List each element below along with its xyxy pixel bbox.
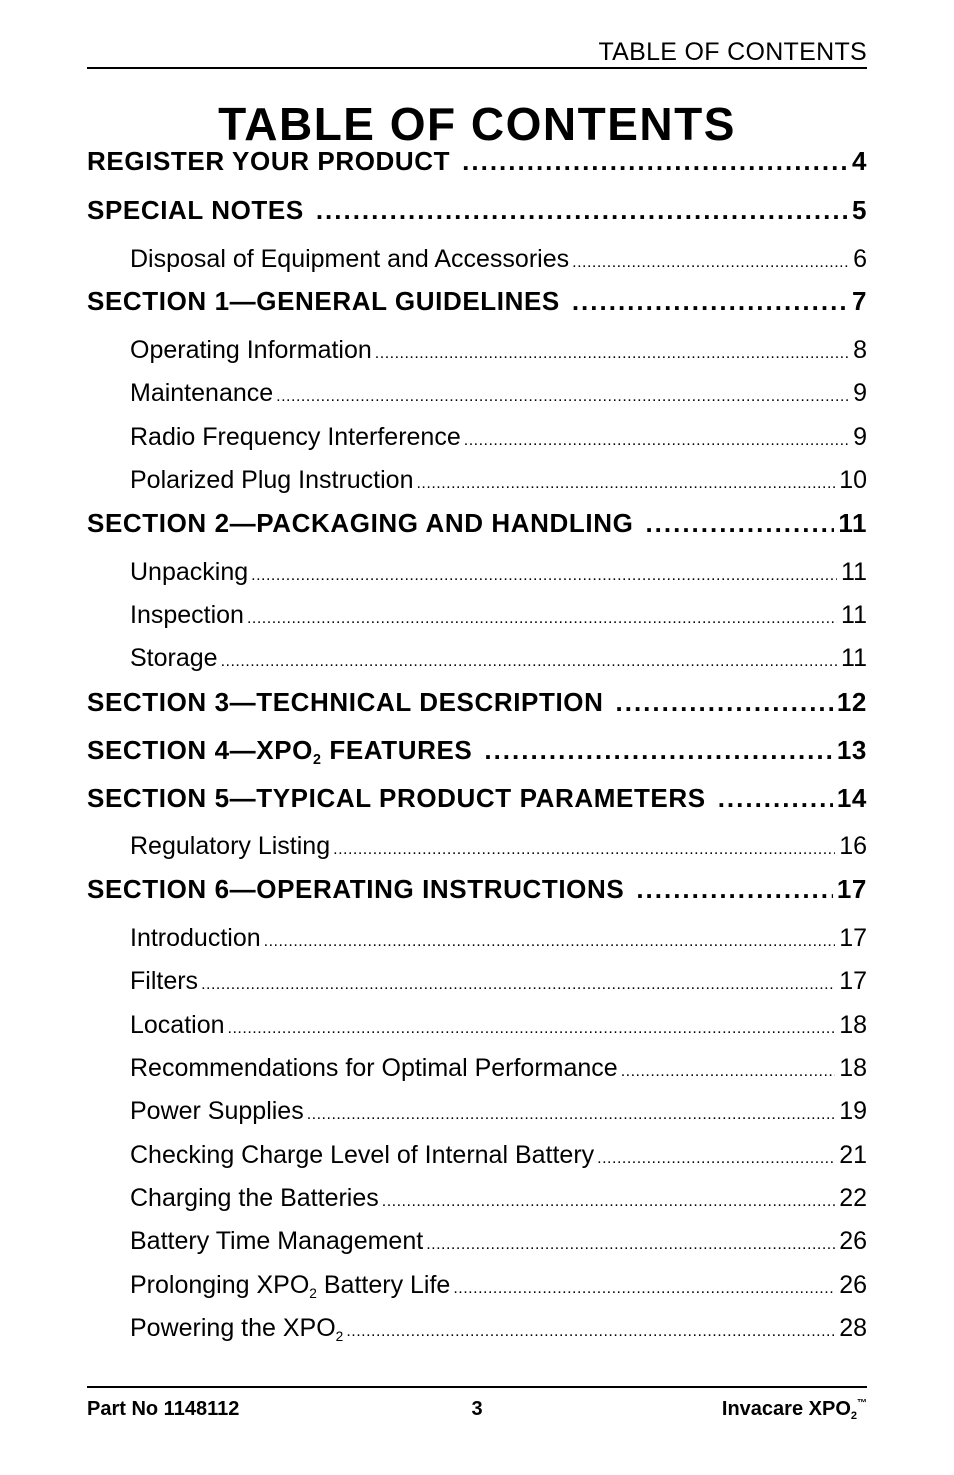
- toc-entry-section-5[interactable]: [87, 783, 867, 814]
- toc-entry-section-3[interactable]: [87, 687, 867, 718]
- toc-entry-page: 17: [839, 924, 867, 952]
- footer-rule: [87, 1386, 867, 1388]
- toc-entry-page: 12: [836, 687, 867, 717]
- toc-entry-page: 11: [838, 508, 867, 538]
- toc-entry-label: Powering the $XPO_2$: [130, 1314, 344, 1344]
- dot-leader: [333, 841, 835, 859]
- toc-entry-label: Operating Information: [130, 336, 372, 364]
- toc-entry-unpacking[interactable]: [130, 558, 867, 587]
- toc-entry-operating-information[interactable]: [130, 336, 867, 365]
- toc-entry-charging-batteries[interactable]: [130, 1184, 867, 1213]
- dot-leader: [316, 195, 848, 226]
- toc-entry-page: 18: [839, 1054, 867, 1082]
- toc-entry-checking-charge[interactable]: [130, 1141, 867, 1170]
- toc-entry-label: REGISTER YOUR PRODUCT: [87, 146, 451, 176]
- running-header: TABLE OF CONTENTS: [598, 38, 867, 66]
- dot-leader: [346, 1323, 835, 1341]
- toc-entry-page: 26: [839, 1271, 867, 1299]
- toc-entry-label: SECTION 6—OPERATING INSTRUCTIONS: [87, 874, 625, 904]
- toc-entry-label: Location: [130, 1011, 225, 1039]
- dot-leader: [484, 735, 833, 766]
- dot-leader: [453, 1280, 835, 1298]
- toc-entry-powering-xpo2[interactable]: [130, 1314, 867, 1343]
- toc-entry-label: Recommendations for Optimal Performance: [130, 1054, 618, 1082]
- toc-entry-special-notes[interactable]: [87, 195, 867, 226]
- toc-entry-recommendations[interactable]: [130, 1054, 867, 1083]
- dot-leader: [307, 1106, 835, 1124]
- toc-entry-page: 4: [851, 146, 867, 176]
- toc-entry-register-your-product[interactable]: [87, 146, 867, 177]
- toc-entry-label: Unpacking: [130, 558, 249, 586]
- toc-entry-page: 13: [836, 735, 867, 765]
- dot-leader: [375, 345, 849, 363]
- toc-entry-page: 17: [839, 967, 867, 995]
- dot-leader: [462, 146, 848, 177]
- dot-leader: [636, 874, 833, 905]
- toc-entry-maintenance[interactable]: [130, 379, 867, 408]
- toc-entry-section-1[interactable]: [87, 286, 867, 317]
- toc-entry-label: SECTION 2—PACKAGING AND HANDLING: [87, 508, 634, 538]
- dot-leader: [645, 508, 834, 539]
- dot-leader: [718, 783, 833, 814]
- footer-part-number: Part No 1148112: [87, 1398, 240, 1420]
- toc-entry-page: 16: [839, 832, 867, 860]
- toc-entry-location[interactable]: [130, 1011, 867, 1040]
- toc-entry-section-6[interactable]: [87, 874, 867, 905]
- toc-entry-label: Inspection: [130, 601, 244, 629]
- toc-entry-inspection[interactable]: [130, 601, 867, 630]
- toc-entry-page: 9: [853, 423, 867, 451]
- toc-entry-introduction[interactable]: [130, 924, 867, 953]
- dot-leader: [572, 286, 848, 317]
- dot-leader: [382, 1193, 835, 1211]
- toc-entry-label: Filters: [130, 967, 199, 995]
- dot-leader: [616, 687, 833, 718]
- toc-entry-page: 11: [841, 644, 867, 672]
- dot-leader: [228, 1020, 836, 1038]
- dot-leader: [247, 610, 837, 628]
- dot-leader: [201, 976, 835, 994]
- toc-entry-page: 11: [841, 558, 867, 586]
- toc-entry-filters[interactable]: [130, 967, 867, 996]
- toc-entry-radio-frequency[interactable]: [130, 423, 867, 452]
- toc-entry-label: Prolonging $XPO_2$ Battery Life: [130, 1271, 451, 1301]
- dot-leader: [276, 388, 849, 406]
- toc-entry-label: Polarized Plug Instruction: [130, 466, 414, 494]
- toc-entry-page: 19: [839, 1097, 867, 1125]
- dot-leader: [572, 254, 849, 272]
- dot-leader: [264, 933, 836, 951]
- toc-entry-storage[interactable]: [130, 644, 867, 673]
- toc-entry-label: Power Supplies: [130, 1097, 304, 1125]
- toc-entry-page: 18: [839, 1011, 867, 1039]
- toc-entry-label: SECTION $4—XPO_2$ FEATURES: [87, 735, 473, 768]
- toc-entry-label: SPECIAL NOTES: [87, 195, 304, 225]
- toc-entry-regulatory-listing[interactable]: [130, 832, 867, 861]
- toc-entry-label: SECTION 1—GENERAL GUIDELINES: [87, 286, 560, 316]
- footer-brand: Invacare $XPO_2™$: [721, 1398, 867, 1422]
- toc-entry-section-4[interactable]: [87, 735, 867, 766]
- toc-entry-label: SECTION 3—TECHNICAL DESCRIPTION: [87, 687, 604, 717]
- dot-leader: [426, 1236, 835, 1254]
- toc-entry-page: 21: [839, 1141, 867, 1169]
- toc-entry-page: 8: [853, 336, 867, 364]
- toc-entry-page: 26: [839, 1227, 867, 1255]
- toc-entry-page: 7: [851, 286, 867, 316]
- toc-entry-page: 14: [836, 783, 867, 813]
- toc-entry-label: Introduction: [130, 924, 261, 952]
- page-title: TABLE OF CONTENTS: [218, 98, 736, 150]
- dot-leader: [464, 432, 849, 450]
- dot-leader: [221, 653, 837, 671]
- toc-entry-label: Battery Time Management: [130, 1227, 424, 1255]
- toc-entry-label: Storage: [130, 644, 218, 672]
- toc-entry-label: Checking Charge Level of Internal Battery: [130, 1141, 595, 1169]
- toc-entry-label: SECTION 5—TYPICAL PRODUCT PARAMETERS: [87, 783, 706, 813]
- toc-entry-page: 10: [839, 466, 867, 494]
- toc-entry-polarized-plug[interactable]: [130, 466, 867, 495]
- toc-entry-page: 28: [839, 1314, 867, 1342]
- toc-entry-section-2[interactable]: [87, 508, 867, 539]
- toc-entry-label: Regulatory Listing: [130, 832, 331, 860]
- header-rule: [87, 67, 867, 69]
- toc-entry-power-supplies[interactable]: [130, 1097, 867, 1126]
- toc-entry-page: 11: [841, 601, 867, 629]
- footer-page-number: 3: [471, 1398, 483, 1420]
- dot-leader: [621, 1063, 835, 1081]
- toc-entry-page: 22: [839, 1184, 867, 1212]
- toc-entry-label: Radio Frequency Interference: [130, 423, 461, 451]
- toc-entry-label: Charging the Batteries: [130, 1184, 379, 1212]
- dot-leader: [416, 475, 835, 493]
- toc-entry-page: 9: [853, 379, 867, 407]
- toc-entry-battery-time[interactable]: [130, 1227, 867, 1256]
- toc-entry-disposal[interactable]: [130, 245, 867, 274]
- toc-entry-page: 6: [853, 245, 867, 273]
- toc-entry-page: 5: [851, 195, 867, 225]
- toc-entry-page: 17: [836, 874, 867, 904]
- dot-leader: [597, 1150, 835, 1168]
- toc-entry-prolonging-battery[interactable]: [130, 1271, 867, 1300]
- toc-entry-label: Disposal of Equipment and Accessories: [130, 245, 570, 273]
- dot-leader: [251, 567, 837, 585]
- toc-entry-label: Maintenance: [130, 379, 274, 407]
